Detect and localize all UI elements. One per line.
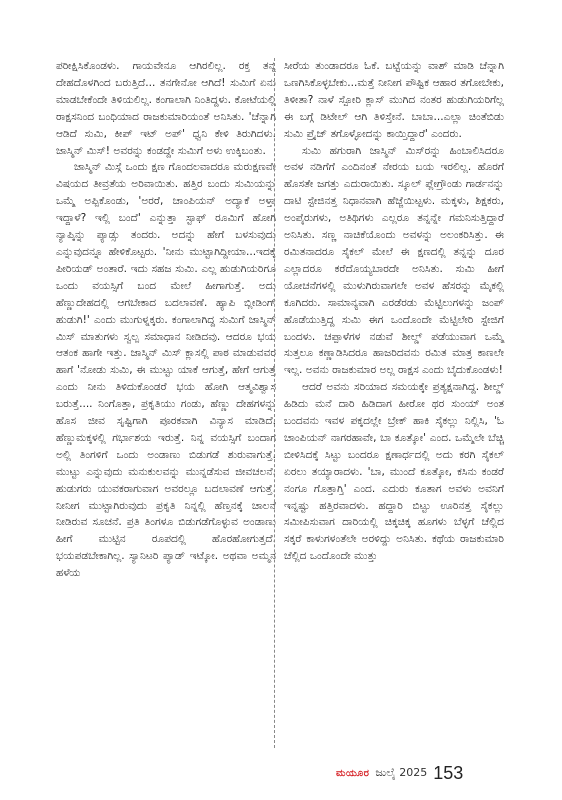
story-paragraph: ಆದರೆ ಅವನು ಸರಿಯಾದ ಸಮಯಕ್ಕೇ ಪ್ರತ್ಯಕ್ಷನಾಗಿದ್ದ. ಶೀಲ್ಡ್ ಹಿಡಿದು ಮನೆ ದಾರಿ ಹಿಡಿದಾಗ ಹೀರೋ ಥರ ಸುಂಯ್ ಅಂತ ಬಂದವನು ಇವಳ ಪಕ್ಕದಲ್ಲೇ ಬ್ರೇಕ್ ಹಾಕಿ ಸೈಕಲ್ಲು ನಿಲ್ಲಿಸಿ, 'ಓ ಚಾಂಪಿಯನ್ ನಾಗರಹಾವೇ, ಬಾ ಕೂತ್ಕೋ' ಎಂದ. ಒಮ್ಮೆಲೇ ಬೆಚ್ಚಿ ಬೀಳಿಸಿದಕ್ಕೆ ಸಿಟ್ಟು ಬಂದರೂ ಕ್ಷಣಾರ್ಧದಲ್ಲಿ ಅದು ಕರಗಿ ಸೈಕಲ್ ಏರಲು ತಯ್ಯಾರಾದಳು. 'ಬಾ, ಮುಂದೆ ಕೂತ್ಕೋ, ಕಸಿನು ಕಂಡರೆ ನಂಗೂ ಗೊತ್ತಾಗ್ತಿ' ಎಂದ. ಎದುರು ಕೂತಾಗ ಅವಳು ಅವನಿಗೆ ಇನ್ನಷ್ಟು ಹತ್ತಿರವಾದಳು. ಹದ್ದಾರಿ ಬಿಟ್ಟು ಊರಿನತ್ತ ಸೈಕಲ್ಲು ಸಮೀಪಿಸುವಾಗ ದಾರಿಯಲ್ಲಿ ಚಿಕ್ಕಚಿಕ್ಕ ಹೂಗಳು ಬೆಳ್ಳಗೆ ಚೆಲ್ಲಿದ ಸಕ್ಕರೆ ಕಾಳುಗಳಂತೆಲೇ ಅರಳಿದ್ದು ಅನಿಸಿತು. ಕಥೆಯ ರಾಜಕುಮಾರಿ ಚೆಲ್ಲಿದ ಒಂದೊಂದೇ ಮುತ್ತು xyxy=(284,381,504,563)
column-divider xyxy=(274,58,276,748)
page-footer xyxy=(336,760,463,786)
story-column-left xyxy=(56,58,276,582)
page-number: 153 xyxy=(433,762,464,783)
story-paragraph: ಸುಮಿ ಹಗುರಾಗಿ ಜಾಸ್ಮಿನ್ ಮಿಸ್‌ರನ್ನು ಹಿಂಬಾಲಿಸಿದರೂ ಅವಳ ನಡಿಗೆಗೆ ಎಂದಿನಂತೆ ನೇರಯ ಬಯ ಇರಲಿಲ್ಲ. ಹೊರಗೆ ಹೊಸತೇ ಜಗತ್ತು ಎದುರಾಯಿತು. ಸ್ಕೂಲ್ ಪ್ಲೇಗ್ರೌಂಡು ಗಾರ್ಡನನ್ನು ದಾಟಿ ಸ್ಟೇಜಿನತ್ತ ನಿಧಾನವಾಗಿ ಹೆಜ್ಜೆಯಿಟ್ಟಳು. ಮಕ್ಕಳು, ಶಿಕ್ಷಕರು, ಅಂಪೈರುಗಳು, ಅತಿಥಿಗಳು ಎಲ್ಲರೂ ತನ್ನನ್ನೇ ಗಮನಿಸುತ್ತಿದ್ದಾರೆ ಅನಿಸಿತು. ಸಣ್ಣ ನಾಚಿಕೆಯೊಂದು ಅವಳನ್ನು ಅಲಂಕರಿಸಿತ್ತು. ಈ ರಮಿತನಾದರೂ ಸೈಕಲ್ ಮೇಲೆ ಈ ಕ್ಷಣದಲ್ಲಿ ತನ್ನನ್ನು ದೂರ ಎಲ್ಲಾದರೂ ಕರೆದೊಯ್ಯಬಾರದೇ ಅನಿಸಿತು. ಸುಮಿ ಹೀಗೆ ಯೋಚನೆಗಳಲ್ಲಿ ಮುಳುಗಿರುವಾಗಲೇ ಅವಳ ಹೆಸರನ್ನು ಮೈಕಲ್ಲಿ ಕೂಗಿದರು. ಸಾಮಾನ್ಯವಾಗಿ ಎರಡೆರಡು ಮೆಟ್ಟಿಲುಗಳನ್ನು ಜಂಪ್ ಹೊಡೆಯುತ್ತಿದ್ದ ಸುಮಿ ಈಗ ಒಂದೊಂದೇ ಮೆಟ್ಟಿಲೇರಿ ಸ್ಟೇಜಿಗೆ ಬಂದಳು. ಚಪ್ಪಾಳೆಗಳ ನಡುವೆ ಶೀಲ್ಡ್ ಪಡೆಯುವಾಗ ಒಮ್ಮೆ ಸುತ್ತಲೂ ಕಣ್ಣಾಡಿಸಿದರೂ ಹಾಜರಿದವನು ರಮಿತ ಮಾತ್ರ ಕಾಣಲೇ ಇಲ್ಲ. ಅವನು ರಾಜಕುಮಾರ ಅಲ್ಲ ರಾಕ್ಷಸ ಎಂದು ಬೈದುಕೊಂಡಳು! xyxy=(284,144,504,377)
story-paragraph: ಸೀರೆಯ ತುಂಡಾದರೂ ಓಕೆ. ಬಟ್ಟೆಯನ್ನು ವಾಶ್ ಮಾಡಿ ಚೆನ್ನಾಗಿ ಒಣಗಿಸಿಕೊಳ್ಳಬೇಕು...ಮತ್ತೆ ನೀನೀಗ ಪೌಷ್ಟಿಕ ಆಹಾರ ತಗೋಬೇಕು, ತಿಳೀತಾ? ನಾಳೆ ಸ್ಪೋರಿ ಕ್ಲಾಸ್ ಮುಗಿದ ನಂತರ ಹುಡುಗಿಯರಿಗೆಲ್ಲ ಈ ಬಗ್ಗೆ ಡಿಟೇಲ್ ಆಗಿ ತಿಳಿಸ್ತೇನೆ. ಬಾಬಾ...ಎಲ್ಲಾ ಚಿಂತೆಬಿಡು ಸುಮಿ ಪ್ರೈಜ್ ತಗೊಳ್ಳೋದನ್ನು ಕಾಯ್ತಿದ್ದಾರೆ' ಎಂದರು. xyxy=(284,60,504,140)
magazine-logo: ಮಯೂರ xyxy=(336,767,370,779)
story-paragraph: ಜಾಸ್ಮಿನ್ ಮಿಸ್ಗೆ ಒಂದು ಕ್ಷಣ ಗೊಂದಲವಾದರೂ ಮರುಕ್ಷಣವೇ ವಿಷಯದ ತೀವ್ರತೆಯ ಅರಿವಾಯಿತು. ಹತ್ತಿರ ಬಂದು ಸುಮಿಯನ್ನು ಒಮ್ಮೆ ಅಪ್ಪಿಕೊಂಡು, 'ಅರರೆ, ಚಾಂಪಿಯನ್ ಅದ್ಯಾಕೆ ಅಳ್ತಾ ಇದ್ದಾಳೆ? ಇಲ್ಲಿ ಬಂದೆ' ಎನ್ನುತ್ತಾ ಸ್ಟಾಫ್ ರೂಮಿಗೆ ಹೋಗಿ ನ್ಯಾಪ್ಕಿನ್ನು ಪ್ಯಾಡ್ಸು ತಂದರು. ಅದನ್ನು ಹೇಗೆ ಬಳಸುವುದು ಎನ್ನುವುದನ್ನೂ ಹೇಳಿಕೊಟ್ಟರು. 'ನೀನು ಮುಟ್ಟಾಗಿದ್ದೀಯಾ...ಇದಕ್ಕೆ ಪೀರಿಯಡ್ ಅಂತಾರೆ. ಇದು ಸಹಜ ಸುಮಿ. ಎಲ್ಲ ಹುಡುಗಿಯರಿಗೂ ಒಂದು ವಯಸ್ಸಿಗೆ ಬಂದ ಮೇಲೆ ಹೀಗಾಗುತ್ತೆ. ಅದು ಹೆಣ್ಣುದೇಹದಲ್ಲಿ ಆಗಬೇಕಾದ ಬದಲಾವಣೆ. ಹ್ಯಾಪಿ ಬ್ಲೀಡಿಂಗ್ ಹುಡುಗಿ!' ಎಂದು ಮುಗುಳ್ನಕ್ಕರು. ಕಂಗಾಲಾಗಿದ್ದ ಸುಮಿಗೆ ಜಾಸ್ಮಿನ್ ಮಿಸ್ ಮಾತುಗಳು ಸ್ವಲ್ಪ ಸಮಾಧಾನ ನೀಡಿದವು. ಆದರೂ ಭಯ ಆತಂಕ ಹಾಗೇ ಇತ್ತು. ಜಾಸ್ಮಿನ್ ಮಿಸ್ ಕ್ಲಾಸಲ್ಲಿ ಪಾಠ ಮಾಡುವವರ ಹಾಗೆ 'ನೋಡು ಸುಮಿ, ಈ ಮುಟ್ಟು ಯಾಕೆ ಆಗುತ್ತೆ, ಹೇಗೆ ಆಗುತ್ತೆ ಎಂದು ನೀನು ತಿಳಿದುಕೊಂಡರೆ ಭಯ ಹೋಗಿ ಆತ್ಮವಿಶ್ವಾಸ ಬರುತ್ತೆ.... ನಿಂಗೊತ್ತಾ, ಪ್ರಕೃತಿಯು ಗಂಡು, ಹೆಣ್ಣು ದೇಹಗಳನ್ನು ಹೊಸ ಜೀವ ಸೃಷ್ಟಿಗಾಗಿ ಪೂರಕವಾಗಿ ವಿನ್ಯಾಸ ಮಾಡಿದೆ. ಹೆಣ್ಣುಮಕ್ಕಳಲ್ಲಿ ಗರ್ಭಾಶಯ ಇರುತ್ತೆ. ನಿನ್ನ ವಯಸ್ಸಿಗೆ ಬಂದಾಗ ಅಲ್ಲಿ ತಿಂಗಳಿಗೆ ಒಂದು ಅಂಡಾಣು ಬಿಡುಗಡೆ ಶುರುವಾಗುತ್ತೆ. ಮುಟ್ಟು ಎನ್ನುವುದು ಮನುಕುಲವನ್ನು ಮುನ್ನಡೆಸುವ ಜೀವಚಲನೆ. ಹುಡುಗರು ಯುವಕರಾಗುವಾಗ ಅವರಲ್ಲೂ ಬದಲಾವಣೆ ಆಗುತ್ತೆ. ನೀನೀಗ ಮುಟ್ಟಾಗಿರುವುದು ಪ್ರಕೃತಿ ನಿನ್ನಲ್ಲಿ ಹೆಣ್ತನಕ್ಕೆ ಚಾಲನೆ ನೀಡಿರುವ ಸೂಚನೆ. ಪ್ರತಿ ತಿಂಗಳೂ ಬಿಡುಗಡೆಗೊಳ್ಳುವ ಅಂಡಾಣು ಹೀಗೆ ಮುಟ್ಟಿನ ರೂಪದಲ್ಲಿ ಹೊರಹೋಗುತ್ತದೆ. ಭಯಪಡಬೇಕಾಗಿಲ್ಲ. ಸ್ಯಾನಿಟರಿ ಪ್ಯಾಡ್ ಇಟ್ಕೋ. ಅಥವಾ ಅಮ್ಮನ ಹಳೆಯ xyxy=(56,161,276,580)
story-column-right xyxy=(284,58,504,565)
issue-date: ಜುಲೈ 2025 xyxy=(375,766,428,779)
story-paragraph: ಪರೀಕ್ಷಿಸಿಕೊಂಡಳು. ಗಾಯವೇನೂ ಆಗಿರಲಿಲ್ಲ. ರಕ್ತ ತನ್ನ ದೇಹದೊಳಗಿಂದ ಬರುತ್ತಿದೆ... ತನಗೇನೋ ಆಗಿದೆ! ಸುಮಿಗೆ ಏನು ಮಾಡಬೇಕೆಂದೇ ತಿಳಿಯಲಿಲ್ಲ. ಕಂಗಾಲಾಗಿ ನಿಂತಿದ್ದಳು. ಕೋಟೆಯಲ್ಲಿ ರಾಕ್ಷಸನಿಂದ ಬಂಧಿಯಾದ ರಾಜಕುಮಾರಿಯಂತೆ ಅನಿಸಿತು. 'ಚೆನ್ನಾಗಿ ಆಡಿದೆ ಸುಮಿ, ಕೀಪ್ ಇಟ್ ಅಪ್' ಧ್ವನಿ ಕೇಳಿ ತಿರುಗಿದಳು. ಜಾಸ್ಮಿನ್ ಮಿಸ್! ಅವರನ್ನು ಕಂಡದ್ದೇ ಸುಮಿಗೆ ಅಳು ಉಕ್ಕಿಬಂತು. xyxy=(56,60,276,157)
